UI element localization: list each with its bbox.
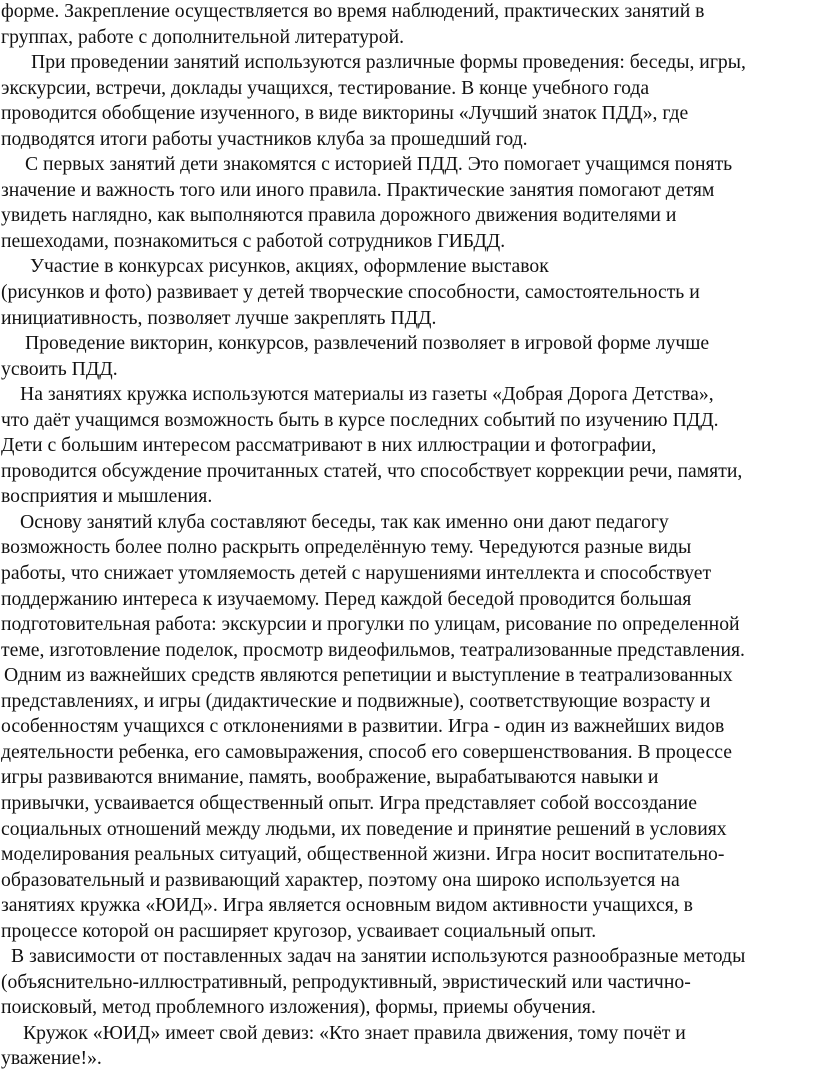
paragraph-start-line: С первых занятий дети знакомятся с историей ПДД. Это помогает учащимся понять [25, 153, 733, 176]
text-line: игры развиваются внимание, память, воображение, вырабатываются навыки и [1, 766, 659, 789]
text-line: увидеть наглядно, как выполняются правила дорожного движения водителями и [1, 204, 677, 227]
text-line: поддержанию интереса к изучаемому. Перед каждой беседой проводится большая [1, 587, 692, 610]
text-line: представлениях, и игры (дидактические и подвижные), соответствующие возрасту и [1, 689, 711, 712]
text-line: пешеходами, познакомиться с работой сотрудников ГИБДД. [1, 229, 506, 252]
text-line: теме, изготовление поделок, просмотр видеофильмов, театрализованные представления. [1, 638, 745, 661]
paragraph-start-line: При проведении занятий используются различные формы проведения: беседы, игры, [31, 51, 746, 74]
text-line: подготовительная работа: экскурсии и прогулки по улицам, рисование по определенной [1, 613, 740, 636]
paragraph-start-line: В зависимости от поставленных задач на занятии используются разнообразные методы [11, 945, 746, 968]
text-line: работы, что снижает утомляемость детей с нарушениями интеллекта и способствует [1, 562, 712, 585]
text-line: уважение!». [1, 1047, 102, 1070]
text-line: что даёт учащимся возможность быть в курсе последних событий по изучению ПДД. [1, 408, 719, 431]
text-line: возможность более полно раскрыть определённую тему. Чередуются разные виды [1, 536, 692, 559]
paragraph-start-line: Одним из важнейших средств являются репетиции и выступление в театрализованных [4, 664, 733, 687]
text-line: значение и важность того или иного правила. Практические занятия помогают детям [1, 178, 715, 201]
text-line: занятиях кружка «ЮИД». Игра является основным видом активности учащихся, в [1, 894, 693, 917]
text-line: усвоить ПДД. [1, 357, 118, 380]
text-line: деятельности ребенка, его самовыражения, способ его совершенствования. В процессе [1, 740, 732, 763]
text-line: (объяснительно-иллюстративный, репродуктивный, эвристический или частично- [1, 970, 691, 993]
paragraph-start-line: Проведение викторин, конкурсов, развлечений позволяет в игровой форме лучше [25, 332, 710, 355]
text-line: моделирования реальных ситуаций, общественной жизни. Игра носит воспитательно- [1, 843, 725, 866]
text-line: проводится обсуждение прочитанных статей, что способствует коррекции речи, памяти, [1, 459, 743, 482]
text-line: восприятия и мышления. [1, 485, 213, 508]
text-line: форме. Закрепление осуществляется во время наблюдений, практических занятий в [1, 0, 705, 22]
text-line: инициативность, позволяет лучше закреплять ПДД. [1, 306, 437, 329]
text-line: группах, работе с дополнительной литературой. [1, 25, 405, 48]
text-line: привычки, усваивается общественный опыт. Игра представляет собой воссоздание [1, 791, 697, 814]
paragraph-start-line: Кружок «ЮИД» имеет свой девиз: «Кто знает правила движения, тому почёт и [23, 1021, 686, 1044]
text-line: (рисунков и фото) развивает у детей творческие способности, самостоятельность и [1, 281, 700, 304]
paragraph-start-line: На занятиях кружка используются материалы из газеты «Добрая Дорога Детства», [20, 383, 714, 406]
text-line: поисковый, метод проблемного изложения), формы, приемы обучения. [1, 996, 596, 1019]
paragraph-start-line: Основу занятий клуба составляют беседы, так как именно они дают педагогу [20, 510, 669, 533]
text-line: Дети с большим интересом рассматривают в них иллюстрации и фотографии, [1, 434, 657, 457]
text-line: социальных отношений между людьми, их поведение и принятие решений в условиях [1, 817, 727, 840]
paragraph-start-line: Участие в конкурсах рисунков, акциях, оформление выставок [30, 255, 549, 278]
text-line: особенностям учащихся с отклонениями в развитии. Игра - один из важнейших видов [1, 715, 725, 738]
text-line: экскурсии, встречи, доклады учащихся, тестирование. В конце учебного года [1, 76, 650, 99]
text-line: процессе которой он расширяет кругозор, усваивает социальный опыт. [1, 919, 597, 942]
text-line: проводится обобщение изученного, в виде викторины «Лучший знаток ПДД», где [1, 102, 689, 125]
text-line: подводятся итоги работы участников клуба за прошедший год. [1, 127, 528, 150]
text-line: образовательный и развивающий характер, поэтому она широко используется на [1, 868, 680, 891]
